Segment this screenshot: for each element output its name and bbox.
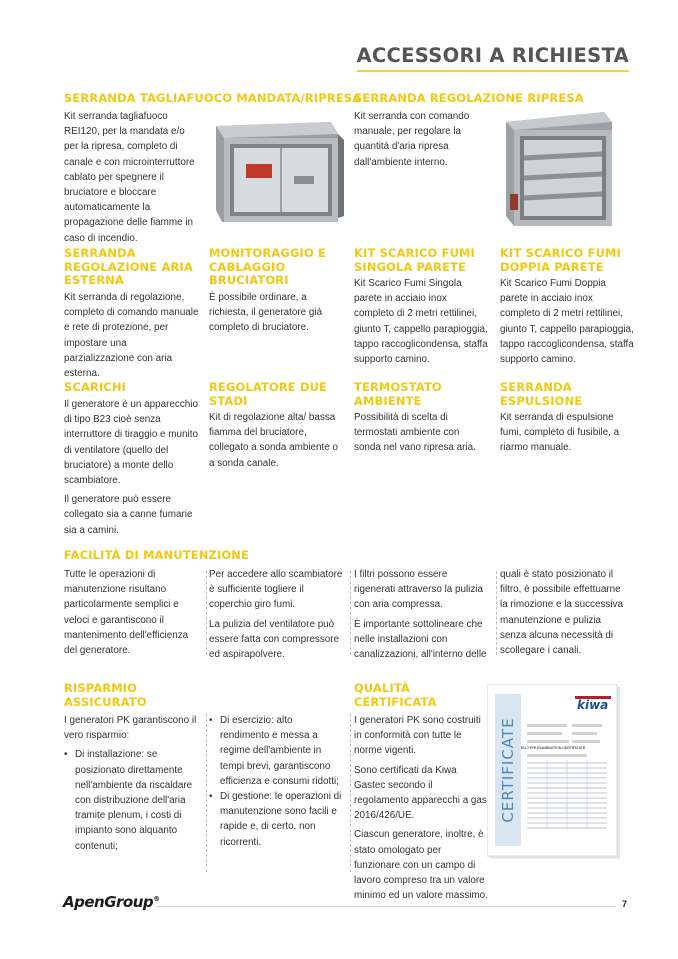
title-underline <box>357 70 629 72</box>
list-item: • Di installazione: se posizionato direttamente nell'ambiente da riscaldare con distribuzione dell'aria tramite plenum, i costi di impianto sono alquanto contenuti; <box>64 747 199 853</box>
column-divider <box>206 571 207 655</box>
text-risparmio-intro: I generatori PK garantiscono il vero risparmio: <box>64 715 197 742</box>
heading-monitoraggio: MONITORAGGIO E CABLAGGIO BRUCIATORI <box>209 246 326 288</box>
text-risparmio-left <box>64 713 199 854</box>
apengroup-logo: ApenGroup® <box>63 893 160 911</box>
text-serranda-tagliafuoco: Kit serranda tagliafuoco REI120, per la mandata e/o per la ripresa, completo di canale e con microinterruttore cablato per spegnere il bruciatore e bloccare automaticamente la propagazione delle fiamme in caso di incendio. <box>64 111 195 244</box>
text-monitoraggio: È possibile ordinare, a richiesta, il generatore già completo di bruciatore. <box>209 292 323 334</box>
text-manutenzione-col2b: La pulizia del ventilatore può essere fatta con compressore ed aspirapolvere. <box>209 618 340 661</box>
text-serranda-regolazione-ripresa: Kit serranda con comando manuale, per regolare la quantità d'aria ripresa dall'ambiente interno. <box>354 111 470 168</box>
fire-damper-image <box>206 118 346 226</box>
regulating-damper-image <box>500 108 620 230</box>
text-scarichi-2: Il generatore può essere collegato sia a canne fumarie sia a camini. <box>64 494 193 536</box>
heading-scarico-singola: KIT SCARICO FUMI SINGOLA PARETE <box>354 246 475 274</box>
text-scarico-singola: Kit Scarico Fumi Singola parete in acciaio inox completo di 2 metri rettilinei, giunto T, cappello parapioggia, tappo raccoglicondensa, staffa supporto camino. <box>354 278 488 366</box>
heading-termostato: TERMOSTATO AMBIENTE <box>354 380 442 408</box>
kiwa-logo: kiwa <box>577 698 609 712</box>
certificate-image <box>487 684 623 862</box>
certificate-vertical-text: CERTIFICATE <box>499 717 517 823</box>
text-qualita-1: I generatori PK sono costruiti in conformità con tutte le norme vigenti. <box>354 715 481 757</box>
text-manutenzione-col4: quali è stato posizionato il filtro, è possibile effettuarne la rimozione e la successiva manutenzione e pulizia senza alcuna necessità di scollegare i canali. <box>500 569 623 657</box>
logo-text: ApenGroup <box>63 893 154 911</box>
text-manutenzione-col3b: È importante sottolineare che nelle installazioni con canalizzazioni, all'interno delle <box>354 618 487 661</box>
text-serranda-aria-esterna: Kit serranda di regolazione, completo di comando manuale e rete di protezione, per impostare una parzializzazione con aria esterna. <box>64 292 199 380</box>
text-espulsione: Kit serranda di espulsione fumi, completo di fusibile, a riarmo manuale. <box>500 412 620 454</box>
text-scarichi <box>64 397 199 542</box>
text-manutenzione-col2a: Per accedere allo scambiatore è sufficiente togliere il coperchio giro fumi. <box>209 569 343 611</box>
heading-serranda-regolazione-ripresa: SERRANDA REGOLAZIONE RIPRESA <box>354 91 584 105</box>
page-title: ACCESSORI A RICHIESTA <box>356 44 629 67</box>
text-risparmio-right <box>209 713 344 850</box>
text-scarico-doppia: Kit Scarico Fumi Doppia parete in acciaio inox completo di 2 metri rettilinei, giunto T, cappello parapioggia, tappo raccoglicondensa, staffa supporto camino. <box>500 278 634 366</box>
text-manutenzione-col3a: I filtri possono essere rigenerati attraverso la pulizia con aria compressa. <box>354 569 483 611</box>
text-qualita-2: Sono certificati da Kiwa Gastec secondo il regolamento apparecchi a gas 2016/426/UE. <box>354 764 487 822</box>
list-item: • Di gestione: le operazioni di manutenzione sono facili e rapide e, di certo, non ricorrenti. <box>209 789 344 850</box>
column-divider <box>350 571 351 655</box>
text-termostato: Possibilità di scelta di termostati ambiente con sonda nel vano ripresa aria. <box>354 412 476 454</box>
heading-serranda-aria-esterna: SERRANDA REGOLAZIONE ARIA ESTERNA <box>64 246 193 288</box>
footer-rule <box>156 906 616 907</box>
heading-serranda-tagliafuoco: SERRANDA TAGLIAFUOCO MANDATA/RIPRESA <box>64 91 362 105</box>
heading-espulsione: SERRANDA ESPULSIONE <box>500 380 583 408</box>
text-qualita <box>354 713 488 907</box>
text-manutenzione-col1: Tutte le operazioni di manutenzione risultano particolarmente semplici e veloci e garantiscono il mantenimento dell'efficienza del generatore. <box>64 569 189 657</box>
heading-manutenzione: FACILITÀ DI MANUTENZIONE <box>64 548 250 562</box>
column-divider <box>206 714 207 872</box>
heading-scarico-doppia: KIT SCARICO FUMI DOPPIA PARETE <box>500 246 621 274</box>
text-manutenzione-col3 <box>354 567 488 666</box>
text-regolatore: Kit di regolazione alta/ bassa fiamma del bruciatore, collegato a sonda ambiente o a sonda canale. <box>209 412 339 469</box>
page-number: 7 <box>622 899 628 909</box>
text-manutenzione-col2 <box>209 567 343 666</box>
column-divider <box>350 714 351 872</box>
heading-qualita: QUALITÀ CERTIFICATA <box>354 681 437 709</box>
column-divider <box>496 571 497 655</box>
heading-scarichi: SCARICHI <box>64 380 127 394</box>
text-qualita-3: Ciascun generatore, inoltre, è stato omologato per funzionare con un campo di lavoro compreso tra un valore minimo ed un valore massimo. <box>354 829 488 902</box>
list-item: • Di esercizio: alto rendimento e messa a regime dell'ambiente in tempi brevi, garantiscono efficienza e consumi ridotti; <box>209 713 344 789</box>
certificate-doc-title: EU-TYPE EXAMINATION CERTIFICATE <box>521 746 586 750</box>
heading-regolatore: REGOLATORE DUE STADI <box>209 380 328 408</box>
text-scarichi-1: Il generatore è un apparecchio di tipo B23 cioè senza interruttore di tiraggio e munito di ventilatore (quello del bruciatore) a monte dello scambiatore. <box>64 399 198 487</box>
heading-risparmio: RISPARMIO ASSICURATO <box>64 681 147 709</box>
